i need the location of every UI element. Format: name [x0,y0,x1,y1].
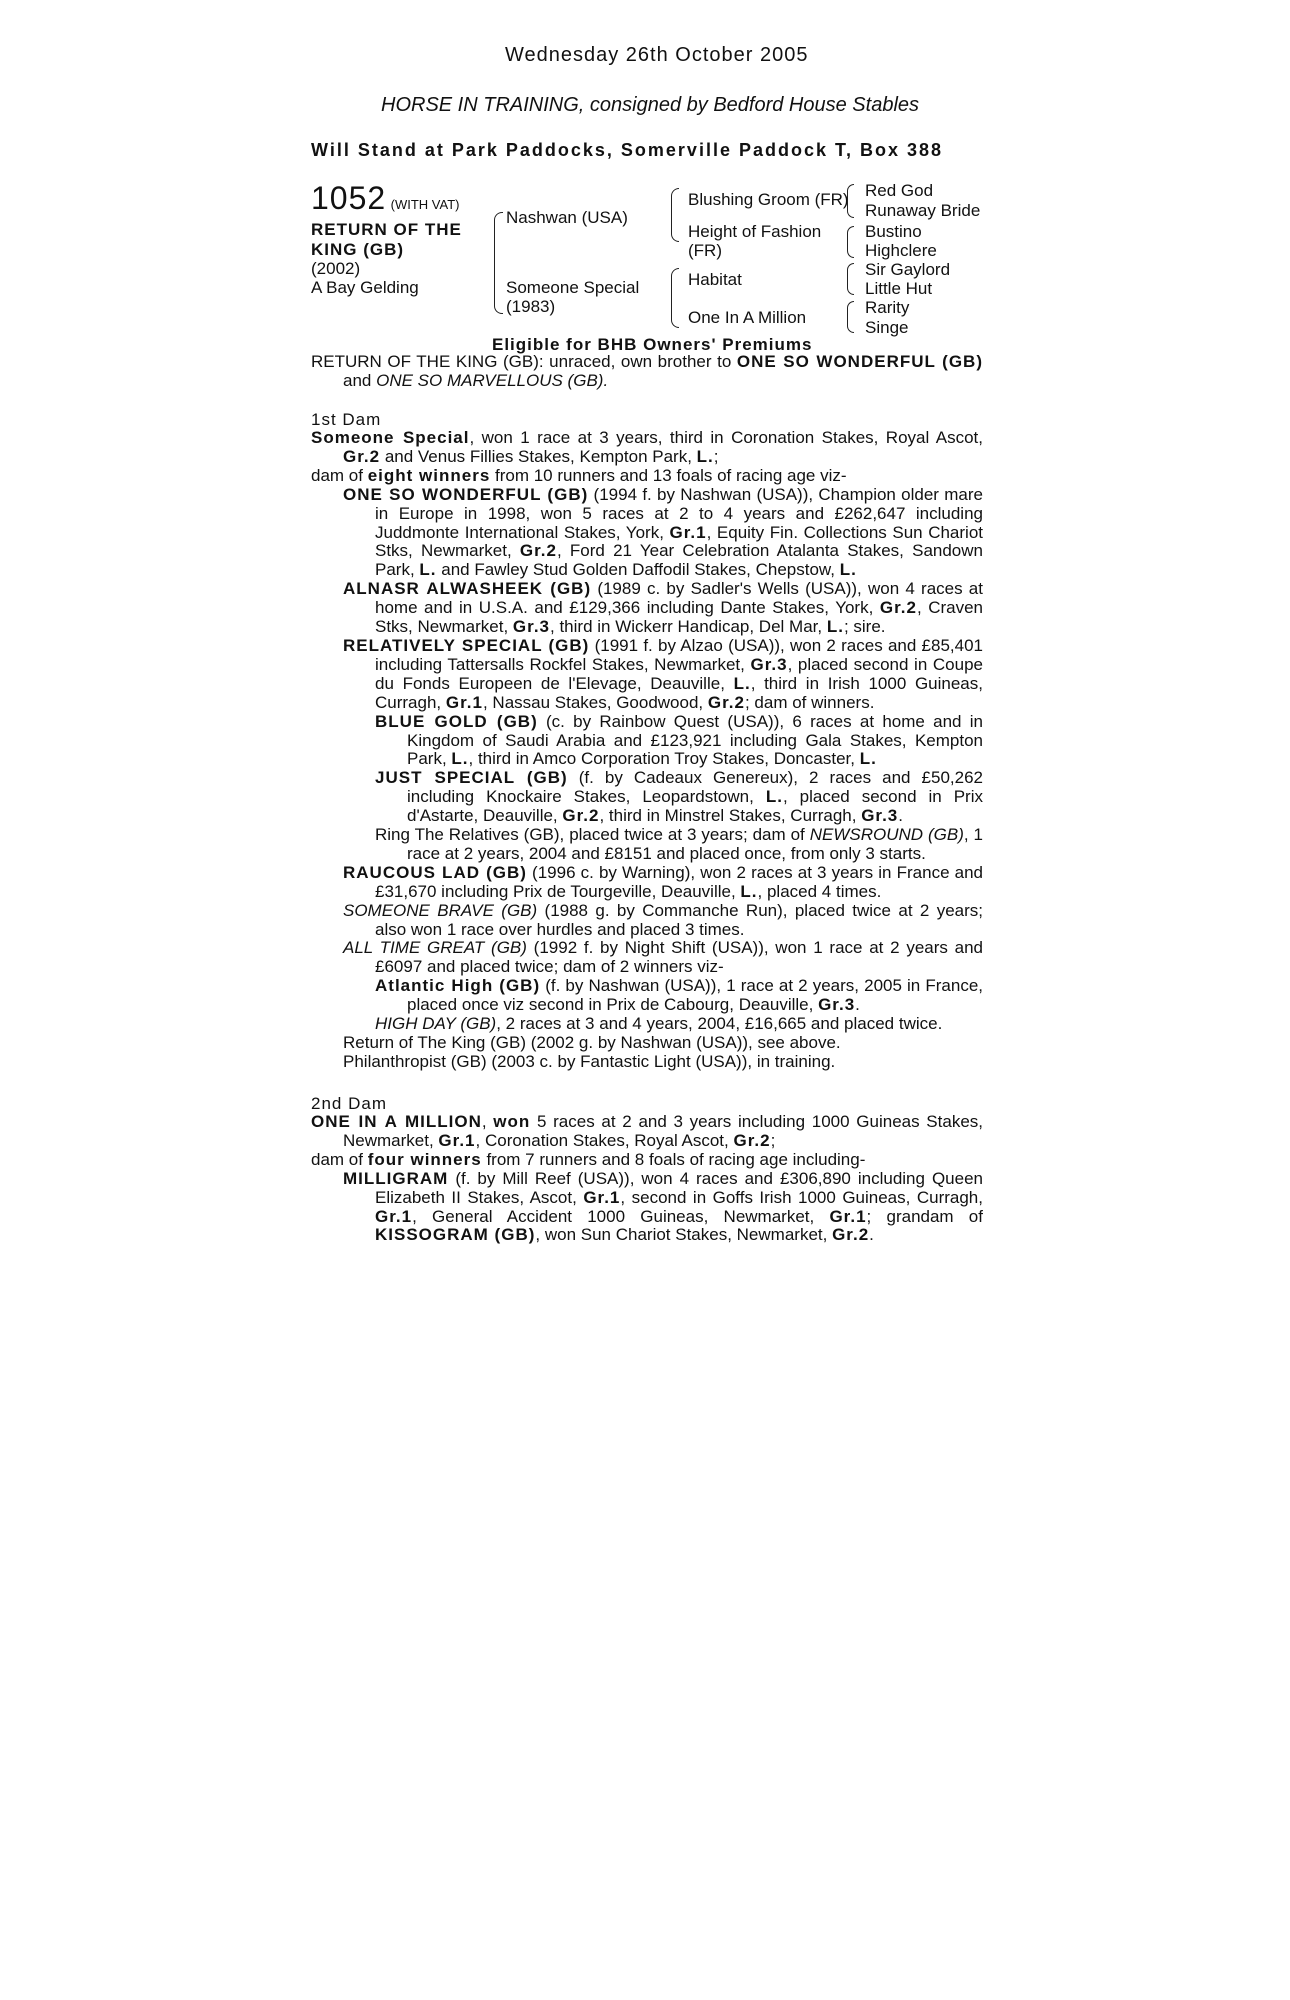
progeny-name: SOMEONE BRAVE (GB) [343,900,538,920]
grade: Gr.2 [343,446,381,466]
vat-note: (WITH VAT) [390,197,460,212]
stand-location: Will Stand at Park Paddocks, Somerville Paddock T, Box 388 [311,140,944,160]
horse-year: (2002) [311,259,361,278]
grade: Gr.2 [879,598,917,618]
progeny-record: , third in Minstrel Stakes, Curragh, [599,806,862,826]
grade: L. [826,617,844,637]
progeny-record: (f. by Nashwan (USA)), 1 race at 2 years, 2005 in France, placed once viz second in Prix de Cabourg, Deauville, [407,976,983,1015]
grade: Gr.2 [562,806,600,826]
progeny-record: (1996 c. by Warning), won 2 races at 3 years in France and £31,670 including Prix de Tourgeville, Deauville, [375,862,984,901]
intro-text: RETURN OF THE KING (GB): unraced, own brother to [311,352,737,371]
progeny-record: , third in Irish 1000 Guineas, Curragh, [375,673,983,712]
grade: L. [451,749,469,769]
progeny-name: MILLIGRAM [343,1168,449,1188]
progeny-record: (f. by Mill Reef (USA)), won 4 races and £306,890 including Queen Elizabeth II Stakes, Ascot, [375,1168,983,1207]
brace-sd [847,226,854,258]
lot-number-line [311,180,459,217]
brace-sire-parents [671,188,679,242]
dam-record-2: and Venus Fillies Stakes, Kempton Park, [380,446,697,466]
grade: Gr.3 [750,654,788,674]
brace-sire-dam [494,212,503,314]
grade: Gr.1 [375,1206,413,1226]
progeny-record: , placed second in Prix d'Astarte, Deauville, [407,787,983,826]
brace-dam-parents [671,268,679,328]
intro-paragraph [311,353,983,391]
grade: Gr.2 [832,1225,870,1245]
sdd: Highclere [865,241,937,260]
grade: Gr.1 [583,1187,621,1207]
horse-name-line2: KING (GB) [311,240,405,259]
brace-ds [847,263,854,295]
sire-dam-line1: Height of Fashion [688,222,822,241]
grand-progeny-name: JUST SPECIAL (GB) [375,768,568,788]
progeny-record: ; grandam of [866,1206,983,1226]
punct: . [898,806,904,826]
dam-record: , Coronation Stakes, Royal Ascot, [475,1130,734,1150]
progeny-name: ALL TIME GREAT (GB) [343,938,527,958]
second-dam-name: ONE IN A MILLION [311,1112,482,1131]
eligibility-note: Eligible for BHB Owners' Premiums [492,335,813,354]
sds: Bustino [865,222,922,241]
grade: Gr.2 [519,541,557,561]
progeny-record: , second in Goffs Irish 1000 Guineas, Curragh, [620,1187,983,1207]
grand-progeny-name: Atlantic High (GB) [375,976,541,996]
brace-dd [847,301,854,333]
dds: Rarity [865,298,910,317]
sire-dam-line2: (FR) [688,241,722,260]
progeny-name: ONE SO WONDERFUL (GB) [343,484,589,504]
progeny-entry: Return of The King (GB) (2002 g. by Nashwan (USA)), see above. [343,1033,841,1052]
grade: Gr.1 [829,1206,867,1226]
dam-line1: Someone Special [506,278,640,297]
dam-record: 5 races at 2 and 3 years including 1000 Guineas Stakes, Newmarket, [343,1112,983,1150]
dam-of: dam of [311,1149,368,1169]
grade: Gr.1 [669,522,707,542]
intro-sibling-1: ONE SO WONDERFUL (GB) [736,352,983,371]
grade: L. [733,673,751,693]
progeny-record: Ring The Relatives (GB), placed twice at 3 years; dam of [375,825,810,845]
grand-progeny-name: HIGH DAY (GB) [375,1014,497,1034]
grade: L. [740,881,758,901]
grade: L. [839,560,857,580]
punct: . [855,995,860,1015]
second-dam-section [311,1113,983,1245]
grade: Gr.1 [438,1130,476,1150]
grade: Gr.3 [861,806,899,826]
lot-number: 1052 [311,180,387,216]
progeny-record: ; sire. [843,617,886,637]
runners-foals: from 7 runners and 8 foals of racing age including- [481,1149,866,1169]
progeny-record: (c. by Rainbow Quest (USA)), 6 races at home and in Kingdom of Saudi Arabia and £123,921 including Gala Stakes, Kempton Park, [407,711,983,769]
progeny-record: (1988 g. by Commanche Run), placed twice at 2 years; also won 1 race over hurdles and placed 3 times. [375,900,983,939]
sale-date: Wednesday 26th October 2005 [505,44,809,66]
horse-description: A Bay Gelding [311,278,419,297]
grade: L. [419,560,437,580]
progeny-record: , 1 race at 2 years, 2004 and £8151 and placed once, from only 3 starts. [407,825,983,863]
sss: Red God [865,181,934,200]
progeny-record: ; dam of winners. [744,692,875,712]
ssd: Runaway Bride [865,201,981,220]
dsd: Little Hut [865,279,933,298]
grade: Gr.3 [818,995,856,1015]
won: won [493,1112,531,1131]
progeny-record: , third in Wickerr Handicap, Del Mar, [550,617,827,637]
dam-name: Someone Special [311,428,470,447]
progeny-record: (1994 f. by Nashwan (USA)), Champion older mare in Europe in 1998, won 5 races at 2 to 4 years and £262,647 including Juddmonte International Stakes, York, [375,484,983,542]
sire-sire: Blushing Groom (FR) [688,190,849,209]
dam-line2: (1983) [506,297,556,316]
progeny-record: and Fawley Stud Golden Daffodil Stakes, Chepstow, [436,560,840,580]
progeny-record: (1989 c. by Sadler's Wells (USA)), won 4 races at home and in U.S.A. and £129,366 including Dante Stakes, York, [375,579,983,618]
dss: Sir Gaylord [865,260,951,279]
progeny-record: , Craven Stks, Newmarket, [375,598,983,637]
progeny-record: , Equity Fin. Collections Sun Chariot Stks, Newmarket, [375,522,983,561]
punct: . [869,1225,874,1245]
progeny-record: , placed 4 times. [757,881,882,901]
dam-sire: Habitat [688,270,742,289]
runners-foals: from 10 runners and 13 foals of racing age viz- [490,465,847,485]
horse-name-line1: RETURN OF THE [311,220,462,239]
progeny-record: (f. by Cadeaux Genereux), 2 races and £50,262 including Knockaire Stakes, Leopardstown, [407,768,983,807]
ddd: Singe [865,318,909,337]
progeny-record: , third in Amco Corporation Troy Stakes, Doncaster, [468,749,860,769]
progeny-record: , 2 races at 3 and 4 years, 2004, £16,665 and placed twice. [496,1014,943,1034]
grand-progeny-name: BLUE GOLD (GB) [375,711,538,731]
progeny-record: , Nassau Stakes, Goodwood, [482,692,708,712]
brace-ss [847,184,854,218]
punct: , [481,1112,494,1131]
first-dam-heading: 1st Dam [311,410,382,429]
winners-count: eight winners [367,465,491,485]
progeny-record: , won Sun Chariot Stakes, Newmarket, [535,1225,833,1245]
grade: Gr.2 [733,1130,771,1150]
progeny-name: ALNASR ALWASHEEK (GB) [343,579,592,599]
punct: ; [770,1130,776,1150]
first-dam-section [311,429,983,1072]
grade: Gr.3 [512,617,551,637]
intro-and: and [343,370,377,390]
progeny-record: , placed second in Coupe du Fonds Europeen de l'Elevage, Deauville, [375,654,983,693]
progeny-entry: Philanthropist (GB) (2003 c. by Fantastic Light (USA)), in training. [343,1051,836,1071]
intro-sibling-2: ONE SO MARVELLOUS (GB). [376,370,609,390]
consignment-line: HORSE IN TRAINING, consigned by Bedford House Stables [381,94,920,116]
grade: Gr.1 [445,692,483,712]
dam-record: , won 1 race at 3 years, third in Coronation Stakes, Royal Ascot, [469,428,984,447]
second-dam-heading: 2nd Dam [311,1094,387,1113]
progeny-record: (1991 f. by Alzao (USA)), won 2 races and £85,401 including Tattersalls Rockfel Stakes, Newmarket, [375,635,984,674]
dam-of: dam of [311,465,368,485]
grand-progeny-name: KISSOGRAM (GB) [375,1225,536,1245]
grade: Gr.2 [707,692,745,712]
progeny-record: , Ford 21 Year Celebration Atalanta Stakes, Sandown Park, [375,541,983,580]
punct: ; [713,446,719,466]
grand-progeny-name: NEWSROUND (GB) [809,825,964,845]
grade: L. [859,749,877,769]
winners-count: four winners [367,1149,482,1169]
sire: Nashwan (USA) [506,208,628,227]
progeny-record: (1992 f. by Night Shift (USA)), won 1 race at 2 years and £6097 and placed twice; dam of 2 winners viz- [375,938,983,977]
progeny-name: RELATIVELY SPECIAL (GB) [343,635,590,655]
dam-dam: One In A Million [688,308,807,327]
progeny-record: , General Accident 1000 Guineas, Newmarket, [412,1206,830,1226]
progeny-name: RAUCOUS LAD (GB) [343,862,527,882]
grade: L. [696,446,714,466]
grade: L. [765,787,783,807]
